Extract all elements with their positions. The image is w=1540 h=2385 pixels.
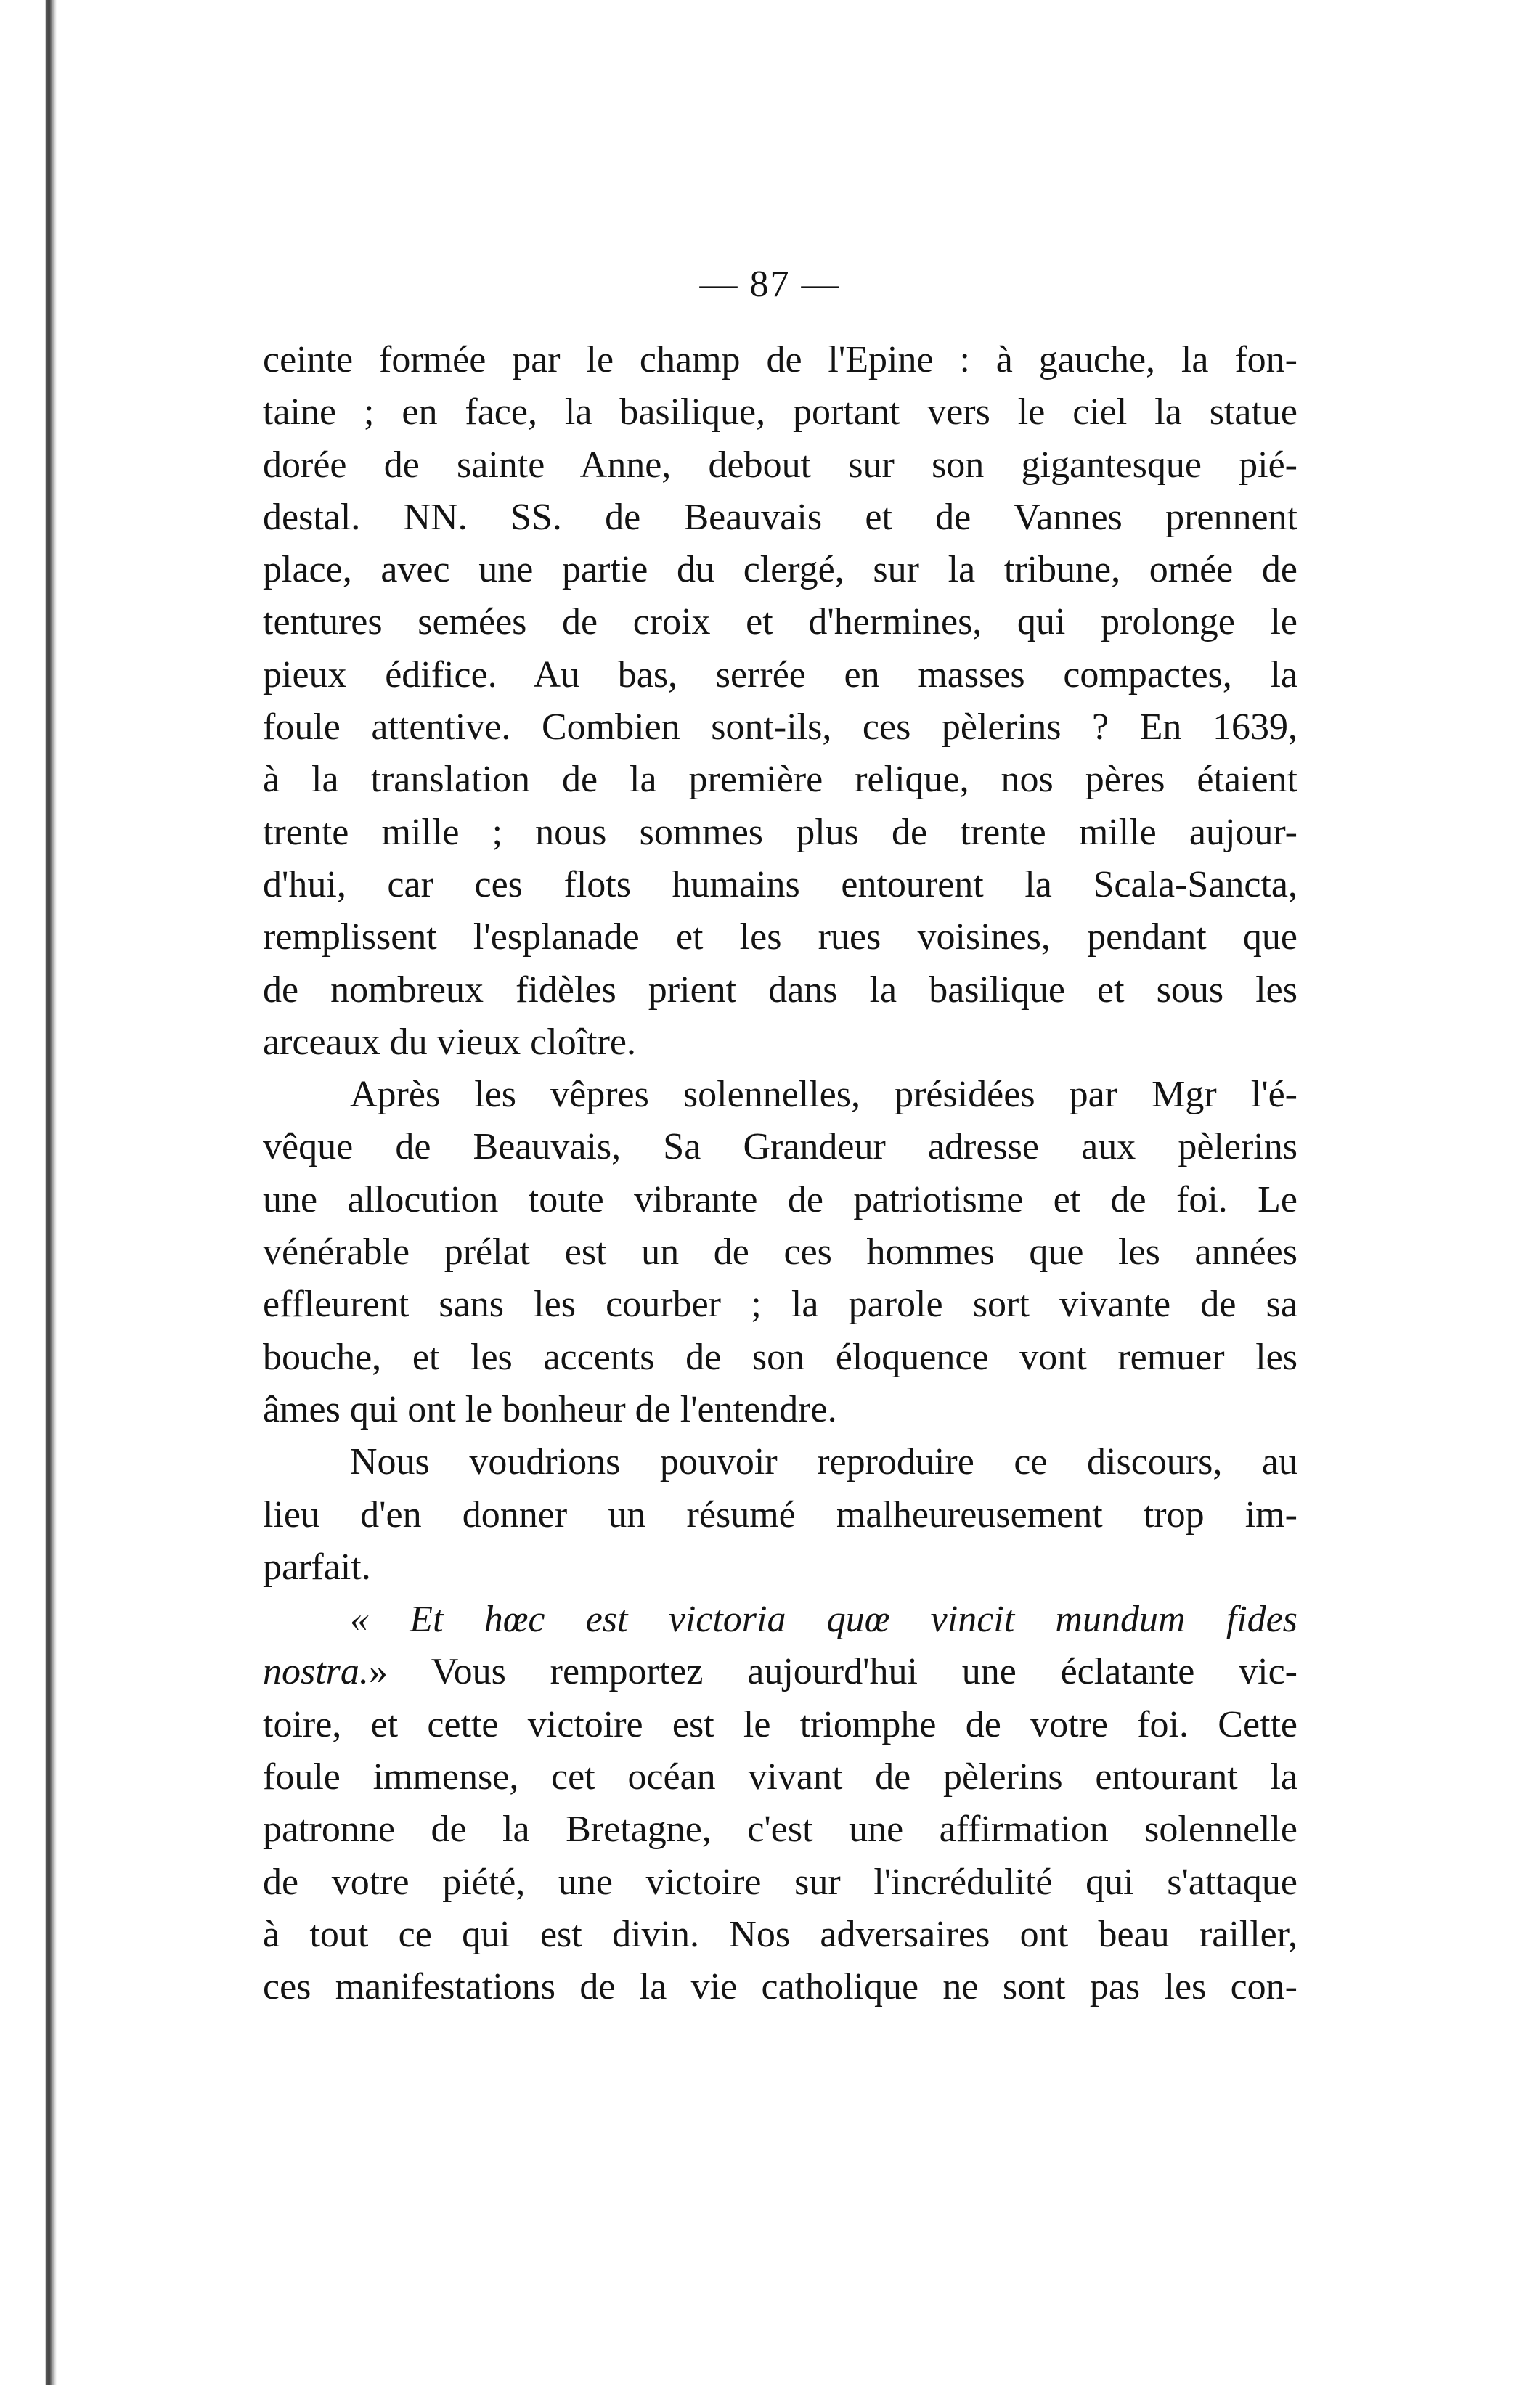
text-line: ceinte formée par le champ de l'Epine : à gauche, la fon- bbox=[263, 339, 1297, 380]
text-line: Nous voudrions pouvoir reproduire ce discours, au bbox=[350, 1441, 1297, 1483]
page-number: — 87 — bbox=[699, 264, 841, 305]
body-text bbox=[263, 334, 1297, 2014]
text-line: trente mille ; nous sommes plus de trente mille aujour- bbox=[263, 811, 1297, 853]
text-line: effleurent sans les courber ; la parole sort vivante de sa bbox=[263, 1284, 1297, 1326]
latin-quote-end: nostra. bbox=[263, 1651, 369, 1693]
text-line: dorée de sainte Anne, debout sur son gigantesque pié- bbox=[263, 444, 1297, 486]
text-line: patronne de la Bretagne, c'est une affirmation solennelle bbox=[263, 1809, 1297, 1851]
text-line: tentures semées de croix et d'hermines, qui prolonge le bbox=[263, 601, 1297, 643]
text-line: à tout ce qui est divin. Nos adversaires ont beau railler, bbox=[263, 1913, 1297, 1955]
text-line: foule immense, cet océan vivant de pèlerins entourant la bbox=[263, 1756, 1297, 1798]
text-line: destal. NN. SS. de Beauvais et de Vannes prennent bbox=[263, 496, 1297, 538]
text-line: à la translation de la première relique, nos pères étaient bbox=[263, 759, 1297, 801]
paragraph-3 bbox=[263, 1436, 1297, 1594]
text-line: bouche, et les accents de son éloquence vont remuer les bbox=[263, 1336, 1297, 1378]
text-line: taine ; en face, la basilique, portant vers le ciel la statue bbox=[263, 391, 1297, 433]
text-line: d'hui, car ces flots humains entourent la Scala-Sancta, bbox=[263, 863, 1297, 905]
text-line: ces manifestations de la vie catholique ne sont pas les con- bbox=[263, 1966, 1297, 2008]
text-line: toire, et cette victoire est le triomphe de votre foi. Cette bbox=[263, 1703, 1297, 1745]
paragraph-4 bbox=[263, 1594, 1297, 2013]
page-binding-edge bbox=[0, 0, 109, 2385]
text-line: âmes qui ont le bonheur de l'entendre. bbox=[263, 1388, 837, 1430]
text-line: Après les vêpres solennelles, présidées par Mgr l'é- bbox=[350, 1074, 1297, 1116]
text-fragment: » Vous remportez aujourd'hui une éclatante vic- bbox=[368, 1651, 1297, 1693]
text-line: de votre piété, une victoire sur l'incrédulité qui s'attaque bbox=[263, 1861, 1297, 1903]
text-line: de nombreux fidèles prient dans la basilique et sous les bbox=[263, 969, 1297, 1011]
latin-quote-line: « Et hœc est victoria quœ vincit mundum fides bbox=[350, 1599, 1297, 1641]
text-line: pieux édifice. Au bas, serrée en masses compactes, la bbox=[263, 653, 1297, 696]
text-line: arceaux du vieux cloître. bbox=[263, 1021, 636, 1063]
text-line bbox=[263, 1646, 1297, 1698]
text-line: place, avec une partie du clergé, sur la tribune, ornée de bbox=[263, 549, 1297, 591]
text-line: une allocution toute vibrante de patriotisme et de foi. Le bbox=[263, 1178, 1297, 1220]
text-line: vêque de Beauvais, Sa Grandeur adresse aux pèlerins bbox=[263, 1126, 1297, 1168]
text-line: remplissent l'esplanade et les rues voisines, pendant que bbox=[263, 916, 1297, 958]
text-line: parfait. bbox=[263, 1546, 371, 1588]
paragraph-1 bbox=[263, 334, 1297, 1069]
paragraph-2 bbox=[263, 1069, 1297, 1436]
text-line: lieu d'en donner un résumé malheureusement trop im- bbox=[263, 1493, 1297, 1536]
text-line: foule attentive. Combien sont-ils, ces pèlerins ? En 1639, bbox=[263, 706, 1297, 749]
text-line: vénérable prélat est un de ces hommes que les années bbox=[263, 1231, 1297, 1273]
